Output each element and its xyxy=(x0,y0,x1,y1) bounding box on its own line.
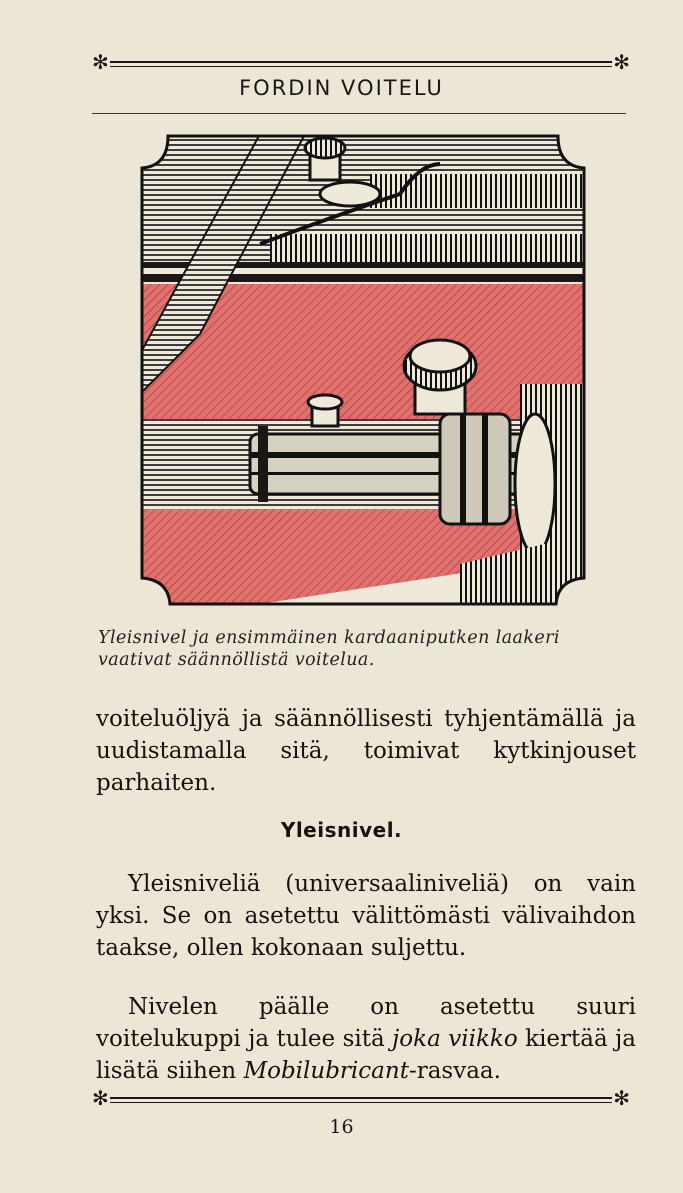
asterisk-ornament-icon: ✻ xyxy=(92,50,109,74)
paragraph-2: Yleisniveliä (universaaliniveliä) on vain yksi. Se on asetettu välittömästi välivaihdon taakse, ollen kokonaan suljettu. xyxy=(96,871,636,961)
bottom-ornament-rule xyxy=(92,1086,630,1110)
paragraph-3-text: -rasvaa. xyxy=(408,1058,501,1084)
page-number: 16 xyxy=(329,1116,354,1138)
page-title: FORDIN VOITELU xyxy=(239,76,444,100)
top-ornament-rule xyxy=(92,50,630,74)
asterisk-ornament-icon: ✻ xyxy=(92,1086,109,1110)
paragraph-1: voiteluöljyä ja säännöllisesti tyhjentämällä ja uudistamalla sitä, toimivat kytkinjouset parhaiten. xyxy=(96,706,636,796)
asterisk-ornament-icon: ✻ xyxy=(613,50,630,74)
universal-joint-illustration xyxy=(140,134,586,606)
emphasis-weekly: joka viikko xyxy=(392,1026,518,1052)
emphasis-product: Mobilubricant xyxy=(243,1058,409,1084)
asterisk-ornament-icon: ✻ xyxy=(613,1086,630,1110)
paragraph-3-text: kiertää ja lisätä siihen xyxy=(96,1026,636,1084)
paragraph-3 xyxy=(96,991,636,1087)
figure-caption: Yleisnivel ja ensimmäinen kardaaniputken laakeri vaativat säännöllistä voitelua. xyxy=(98,628,560,670)
section-heading: Yleisnivel. xyxy=(280,818,403,842)
paragraph-3-text: Nivelen päälle on asetettu suuri voitelukuppi ja tulee sitä xyxy=(96,994,636,1052)
title-divider xyxy=(92,113,626,114)
